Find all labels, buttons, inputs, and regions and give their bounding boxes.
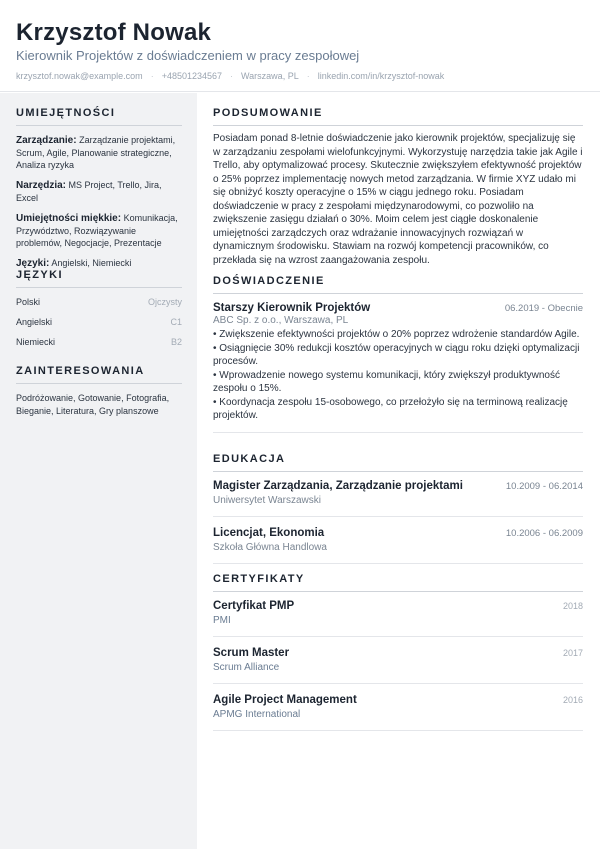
certificate-entry: [213, 592, 583, 637]
contact-email[interactable]: krzysztof.nowak@example.com: [16, 71, 143, 81]
skill-group: [16, 179, 182, 204]
certificates-section: [213, 573, 583, 731]
language-row: [16, 317, 182, 328]
contact-location: Warszawa, PL: [241, 71, 299, 81]
job-bullet: • Wprowadzenie nowego systemu komunikacji, który zwiększył produktywność zespołu o 15%.: [213, 369, 560, 394]
sidebar: [0, 93, 197, 849]
certificate-year: 2016: [562, 695, 583, 705]
skill-category: Zarządzanie:: [16, 135, 77, 146]
skill-category: Języki:: [16, 258, 50, 269]
candidate-name: Krzysztof Nowak: [16, 19, 212, 46]
certificate-title: Agile Project Management: [213, 694, 357, 706]
degree-title: Magister Zarządzania, Zarządzanie projektami: [213, 480, 463, 492]
degree-date: 10.2006 - 06.2009: [505, 528, 583, 539]
job-company: ABC Sp. z o.o., Warszawa, PL: [213, 315, 349, 326]
experience-title: DOŚWIADCZENIE: [213, 275, 583, 294]
skill-items: Angielski, Niemiecki: [51, 258, 132, 268]
school-name: Uniwersytet Warszawski: [213, 495, 321, 506]
skills-title: UMIEJĘTNOŚCI: [16, 107, 182, 126]
job-date: 06.2019 - Obecnie: [504, 303, 583, 314]
language-row: [16, 297, 182, 308]
skill-items: MS Project, Trello, Jira, Excel: [16, 180, 162, 203]
job-bullet: • Koordynacja zespołu 15-osobowego, co przełożyło się na terminową realizację projektów.: [213, 396, 568, 421]
language-name: Polski: [16, 297, 41, 307]
education-entry: [213, 472, 583, 517]
interests-list: Podróżowanie, Gotowanie, Fotografia, Bieganie, Literatura, Gry planszowe: [16, 393, 170, 416]
summary-title: PODSUMOWANIE: [213, 107, 583, 126]
education-section: [213, 453, 583, 564]
language-level: B2: [170, 337, 182, 347]
language-level: Ojczysty: [147, 297, 182, 307]
experience-section: [213, 275, 583, 433]
interests-section: [16, 365, 182, 418]
contact-line: [16, 71, 444, 81]
school-name: Szkoła Główna Handlowa: [213, 542, 327, 553]
job-bullet: • Osiągnięcie 30% redukcji kosztów operacyjnych w ciągu roku dzięki optymalizacji procesów.: [213, 342, 580, 367]
skills-section: [16, 107, 182, 270]
contact-linkedin[interactable]: linkedin.com/in/krzysztof-nowak: [317, 71, 445, 81]
summary-text: Posiadam ponad 8-letnie doświadczenie jako kierownik projektów, specjalizuję się w zarządzaniu zespołami wielofunkcyjnymi. Wykorzystuję narzędzia takie jak Agile i Trello, aby optymalizować procesy. Skutecznie zwiększyłem efektywność projektów o 25% poprzez implementację nowych metod zarządzania. W firmie XYZ udało mi się obniżyć koszty operacyjne o 15% w ciągu jednego roku. Posiadam doświadczenie w pracy z zespołami międzynarodowymi, co pozwoliło na zwiększenie zasięgu działań o 30%. Moim celem jest ciągłe doskonalenie umiejętności zarządczych oraz wdrażanie innowacyjnych rozwiązań w dynamicznym środowisku. Stawiam na rozwój kompetencji pracowników, co przekłada się na wzrost zaangażowania zespołu.: [213, 133, 583, 266]
certificate-title: Scrum Master: [213, 647, 290, 659]
language-row: [16, 337, 182, 348]
degree-date: 10.2009 - 06.2014: [505, 481, 583, 492]
certificate-entry: [213, 637, 583, 684]
contact-phone[interactable]: +48501234567: [161, 71, 223, 81]
job-bullet: • Zwiększenie efektywności projektów o 20% poprzez wdrożenie standardów Agile.: [213, 329, 580, 340]
contact-separator: ·: [230, 71, 234, 81]
certificate-entry: [213, 684, 583, 731]
contact-separator: ·: [306, 71, 310, 81]
job-title: Starszy Kierownik Projektów: [213, 302, 371, 314]
candidate-role: Kierownik Projektów z doświadczeniem w pracy zespołowej: [16, 48, 360, 63]
education-title: EDUKACJA: [213, 453, 583, 472]
certificate-issuer: Scrum Alliance: [213, 662, 280, 673]
contact-separator: ·: [150, 71, 154, 81]
experience-entry: [213, 294, 583, 433]
skill-group: [16, 212, 182, 249]
resume-header: [0, 0, 600, 92]
certificates-title: CERTYFIKATY: [213, 573, 583, 592]
language-level: C1: [170, 317, 182, 327]
language-name: Niemiecki: [16, 337, 56, 347]
skill-category: Narzędzia:: [16, 180, 67, 191]
certificate-title: Certyfikat PMP: [213, 600, 295, 612]
job-bullets: [213, 328, 583, 423]
certificate-year: 2018: [562, 601, 583, 611]
certificate-issuer: APMG International: [213, 709, 301, 720]
summary-section: [213, 107, 583, 267]
languages-title: JĘZYKI: [16, 269, 182, 288]
languages-section: [16, 269, 182, 348]
main-content: [197, 93, 600, 849]
certificate-issuer: PMI: [213, 615, 231, 626]
interests-title: ZAINTERESOWANIA: [16, 365, 182, 384]
language-name: Angielski: [16, 317, 53, 327]
degree-title: Licencjat, Ekonomia: [213, 527, 325, 539]
certificate-year: 2017: [562, 648, 583, 658]
skill-items: Komunikacja, Przywództwo, Rozwiązywanie problemów, Negocjacje, Prezentacje: [16, 213, 178, 248]
skill-category: Umiejętności miękkie:: [16, 213, 122, 224]
skill-group: [16, 134, 182, 171]
education-entry: [213, 517, 583, 564]
skill-items: Zarządzanie projektami, Scrum, Agile, Planowanie strategiczne, Analiza ryzyka: [16, 135, 176, 170]
